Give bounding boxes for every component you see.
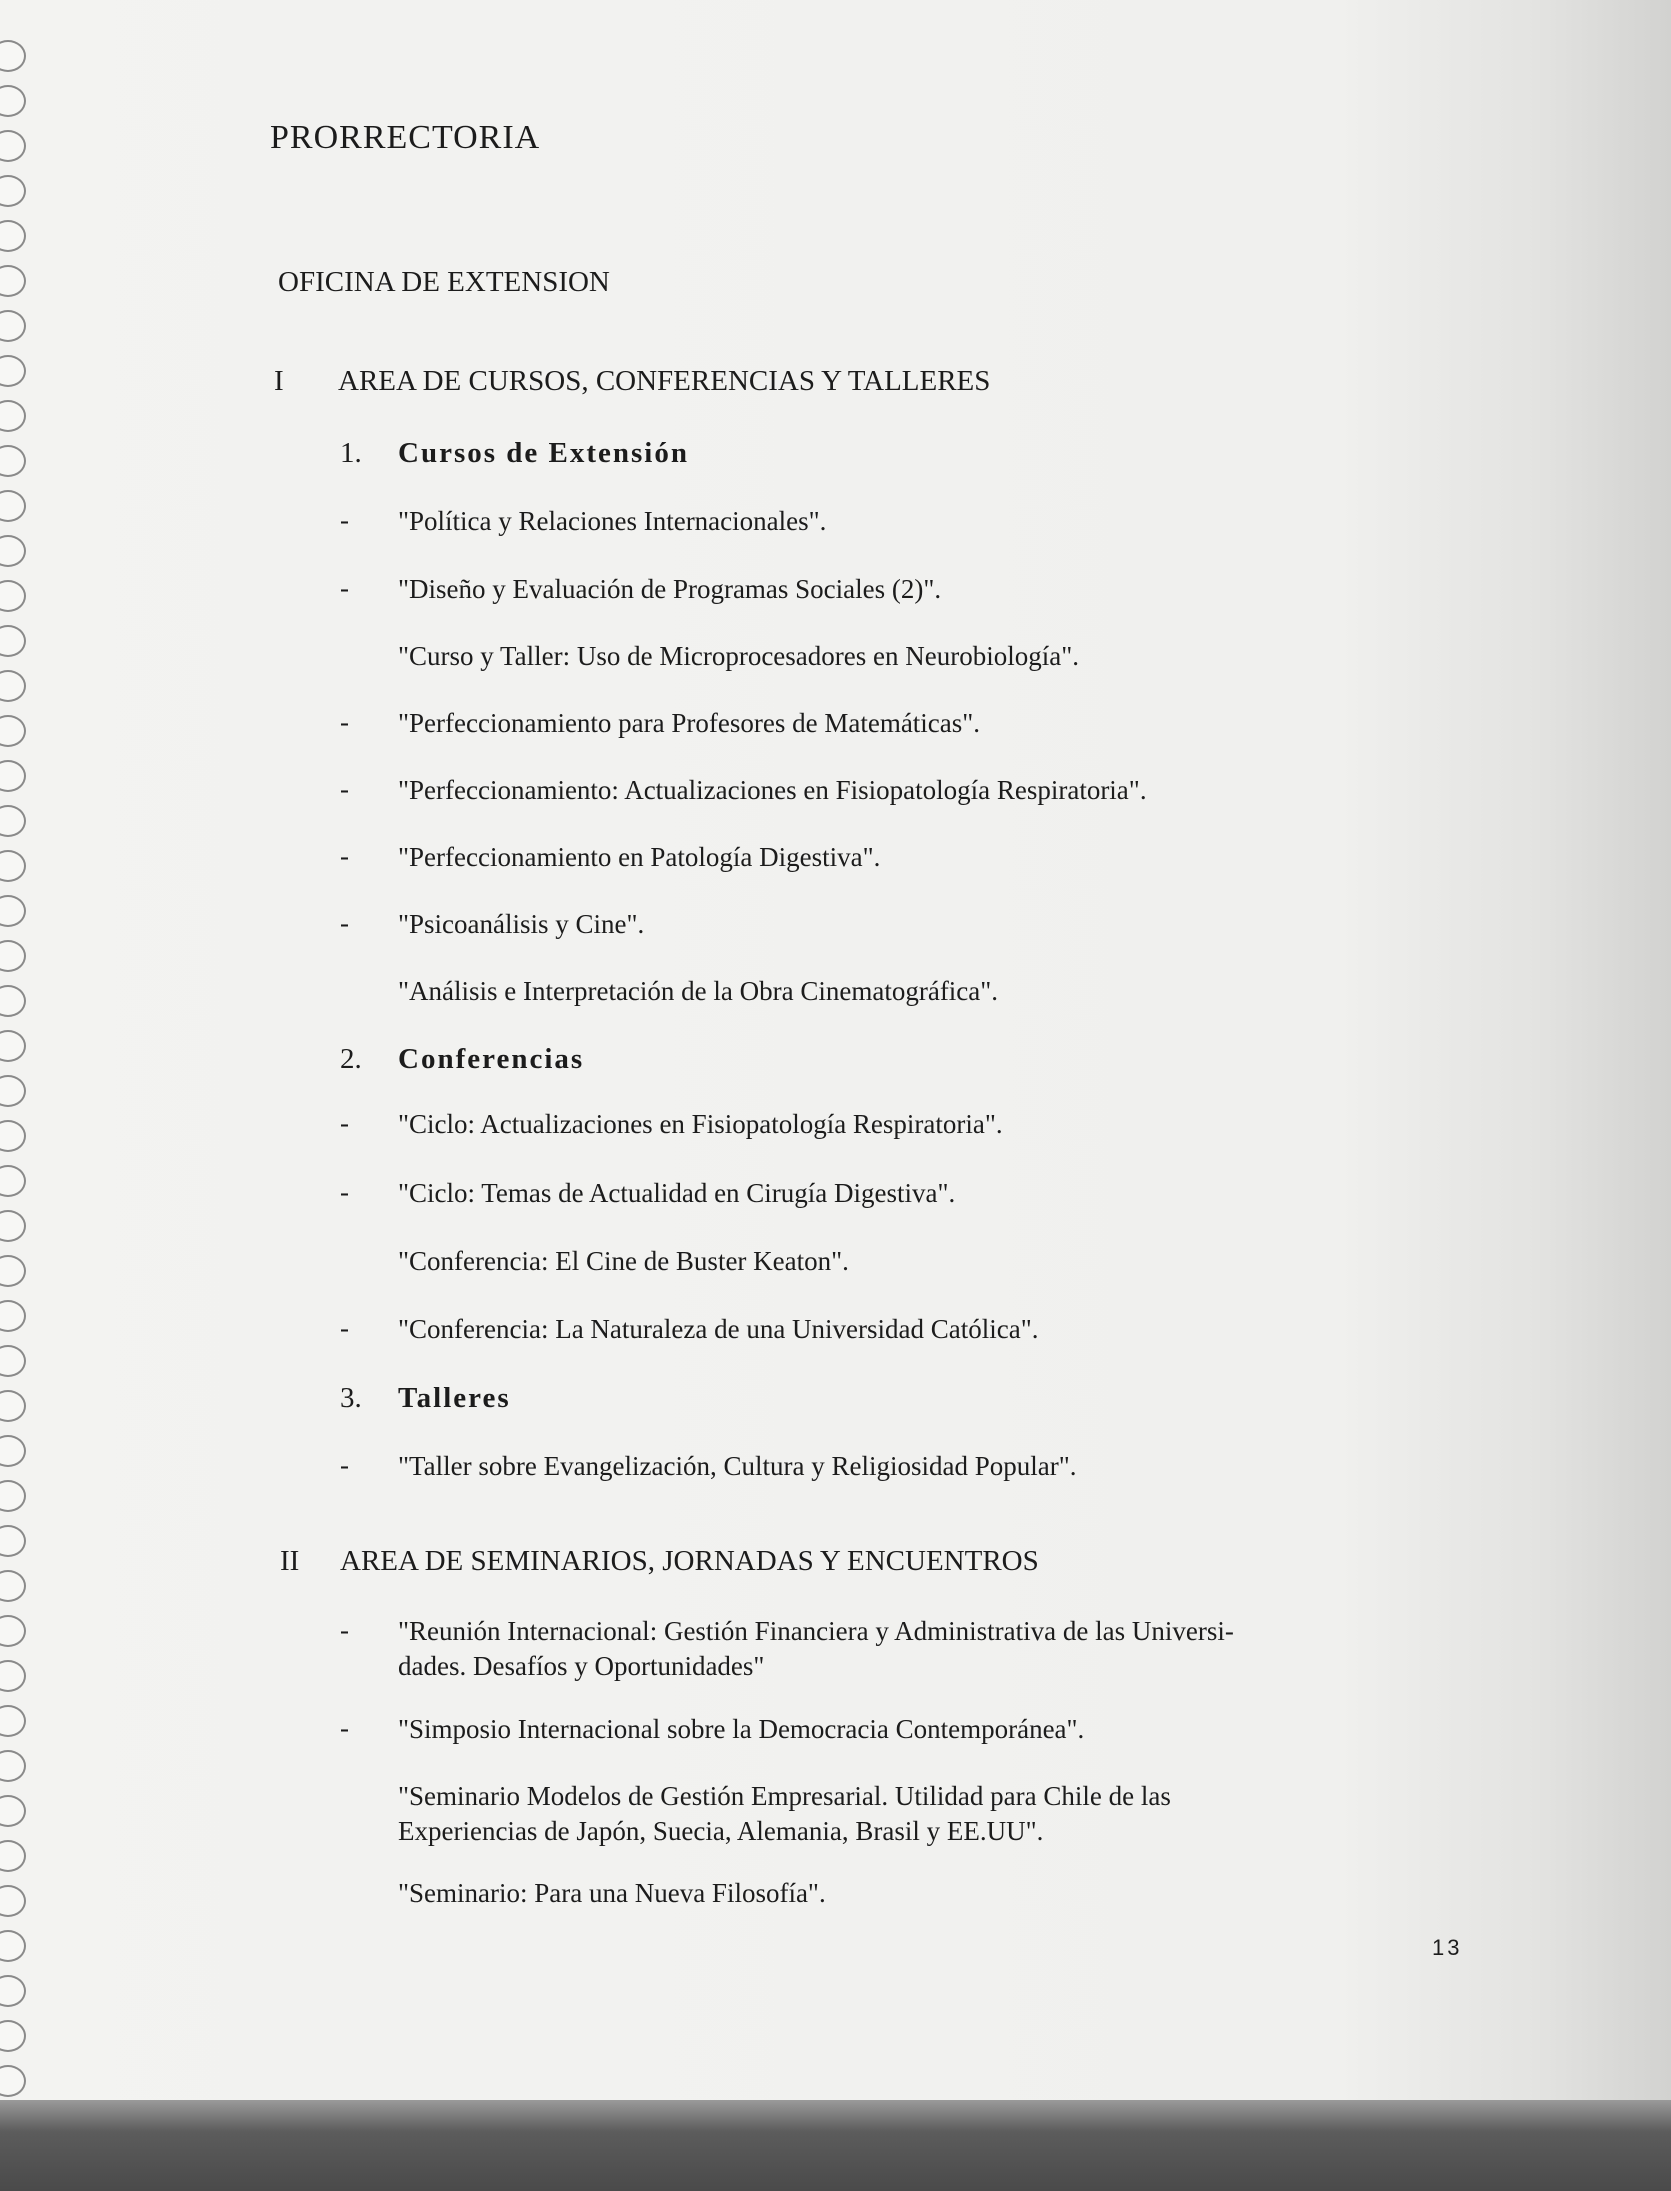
binder-hole [0,1075,26,1107]
bullet-dash: - [340,841,349,871]
binder-hole [0,535,26,567]
workshop-item: "Taller sobre Evangelización, Cultura y Religiosidad Popular". [398,1451,1077,1481]
binder-hole [0,670,26,702]
binder-hole [0,1750,26,1782]
subsection-1-title: Cursos de Extensión [398,437,689,469]
course-item: "Política y Relaciones Internacionales". [398,506,827,536]
page-title: PRORRECTORIA [270,119,541,156]
bullet-dash: - [340,573,349,603]
bullet-dash: - [340,1177,349,1207]
course-item: "Análisis e Interpretación de la Obra Cinematográfica". [398,976,999,1006]
section-1-title: AREA DE CURSOS, CONFERENCIAS Y TALLERES [338,365,991,397]
binder-hole [0,895,26,927]
binder-hole [0,1345,26,1377]
binder-hole [0,1660,26,1692]
binder-hole [0,940,26,972]
binder-hole [0,2065,26,2097]
binder-hole [0,175,26,207]
bullet-dash: - [340,908,349,938]
binder-hole [0,580,26,612]
seminar-item-line2: Experiencias de Japón, Suecia, Alemania, Brasil y EE.UU". [398,1816,1044,1846]
bullet-dash: - [340,707,349,737]
binder-hole [0,1975,26,2007]
binder-hole [0,1615,26,1647]
subsection-2-number: 2. [340,1043,362,1075]
course-item: "Perfeccionamiento para Profesores de Matemáticas". [398,708,981,738]
binder-hole [0,1030,26,1062]
binder-hole [0,490,26,522]
section-2-title: AREA DE SEMINARIOS, JORNADAS Y ENCUENTROS [340,1545,1039,1577]
binder-hole [0,265,26,297]
bullet-dash: - [340,1615,349,1645]
binder-hole [0,1435,26,1467]
section-2-numeral: II [280,1545,300,1577]
conference-item: "Conferencia: El Cine de Buster Keaton". [398,1246,849,1276]
subsection-3-number: 3. [340,1382,362,1414]
binder-hole [0,130,26,162]
binder-hole [0,1525,26,1557]
binder-hole [0,1480,26,1512]
binder-hole [0,445,26,477]
bullet-dash: - [340,1313,349,1343]
subsection-2-title: Conferencias [398,1043,585,1075]
course-item: "Curso y Taller: Uso de Microprocesadores en Neurobiología". [398,641,1079,671]
bullet-dash: - [340,1450,349,1480]
binder-hole [0,760,26,792]
bullet-dash: - [340,1108,349,1138]
binder-hole [0,1840,26,1872]
binder-hole [0,1165,26,1197]
seminar-item-line2: dades. Desafíos y Oportunidades" [398,1651,765,1681]
binder-hole [0,1930,26,1962]
seminar-item-line1: "Simposio Internacional sobre la Democracia Contemporánea". [398,1714,1085,1744]
binder-hole [0,1120,26,1152]
binder-hole [0,310,26,342]
subsection-1-number: 1. [340,437,362,469]
binder-hole [0,40,26,72]
binder-hole [0,1705,26,1737]
seminar-item-line1: "Reunión Internacional: Gestión Financiera y Administrativa de las Universi- [398,1616,1234,1646]
binder-hole [0,985,26,1017]
binder-hole [0,850,26,882]
binder-hole [0,1885,26,1917]
course-item: "Diseño y Evaluación de Programas Sociales (2)". [398,574,942,604]
scan-shadow-band [0,2100,1671,2191]
binder-hole [0,1390,26,1422]
office-title: OFICINA DE EXTENSION [278,266,610,298]
page-number: 13 [1432,1935,1463,1960]
binder-hole [0,355,26,387]
binder-hole [0,625,26,657]
binder-hole [0,805,26,837]
bullet-dash: - [340,505,349,535]
course-item: "Perfeccionamiento: Actualizaciones en Fisiopatología Respiratoria". [398,775,1147,805]
course-item: "Psicoanálisis y Cine". [398,909,645,939]
binder-hole [0,85,26,117]
binder-hole [0,715,26,747]
binder-hole [0,1795,26,1827]
bullet-dash: - [340,774,349,804]
course-item: "Perfeccionamiento en Patología Digestiva". [398,842,881,872]
binder-hole [0,1255,26,1287]
binder-hole [0,1300,26,1332]
binder-hole [0,1210,26,1242]
binder-hole [0,1570,26,1602]
seminar-item-line1: "Seminario: Para una Nueva Filosofía". [398,1878,826,1908]
conference-item: "Ciclo: Temas de Actualidad en Cirugía Digestiva". [398,1178,956,1208]
conference-item: "Ciclo: Actualizaciones en Fisiopatología Respiratoria". [398,1109,1003,1139]
conference-item: "Conferencia: La Naturaleza de una Universidad Católica". [398,1314,1039,1344]
subsection-3-title: Talleres [398,1382,511,1414]
section-1-numeral: I [274,365,284,397]
seminar-item-line1: "Seminario Modelos de Gestión Empresarial. Utilidad para Chile de las [398,1781,1171,1811]
binder-hole [0,400,26,432]
binder-holes [0,0,32,2191]
binder-hole [0,2020,26,2052]
bullet-dash: - [340,1713,349,1743]
binder-hole [0,220,26,252]
